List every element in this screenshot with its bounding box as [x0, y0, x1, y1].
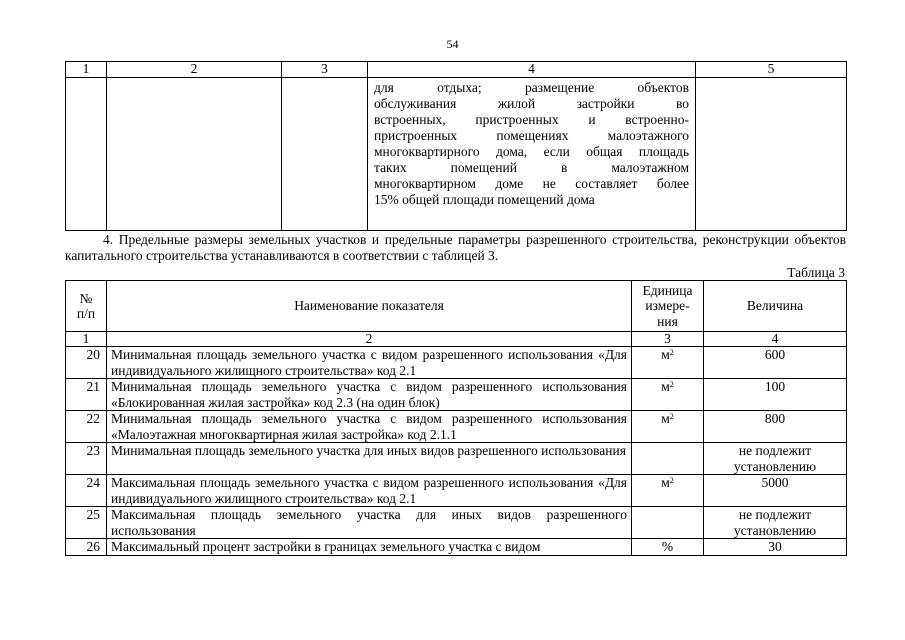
description-line: 15% общей площади помещений дома: [374, 192, 595, 207]
value: не подлежит установлению: [704, 443, 847, 475]
unit: м: [661, 347, 670, 362]
table-cell: [66, 78, 107, 231]
unit-superscript: 2: [669, 380, 674, 389]
column-number: 4: [704, 332, 847, 347]
description-text: [374, 80, 689, 208]
description-line: встроенных, пристроенных и встроенно-: [374, 112, 689, 127]
column-number: 2: [107, 332, 632, 347]
description-line: пристроенных помещениях малоэтажного: [374, 128, 689, 143]
column-number: 5: [696, 62, 847, 78]
unit-cell: [632, 379, 704, 411]
unit-superscript: 2: [669, 348, 674, 357]
column-number: 2: [107, 62, 282, 78]
value: не подлежит установлению: [704, 507, 847, 539]
table-cell: [696, 78, 847, 231]
row-number: 23: [66, 443, 107, 475]
header-num: [66, 281, 107, 332]
indicator-name: Максимальная площадь земельного участка с видом разрешенного использования «Для индивидуального жилищного строительства» код 2.1: [107, 475, 632, 507]
table-cell: [107, 78, 282, 231]
column-number: 3: [282, 62, 368, 78]
table-row: [66, 379, 847, 411]
description-line: обслуживания жилой застройки во: [374, 96, 689, 111]
row-number: 24: [66, 475, 107, 507]
column-numbers-row: [66, 332, 847, 347]
column-number: 1: [66, 332, 107, 347]
table-header-row: [66, 281, 847, 332]
row-number: 20: [66, 347, 107, 379]
unit: м: [661, 411, 670, 426]
unit-cell: [632, 507, 704, 539]
table-row: [66, 411, 847, 443]
header-name: Наименование показателя: [107, 281, 632, 332]
table-cell-description: [368, 78, 696, 231]
unit-cell: [632, 443, 704, 475]
table-row: [66, 443, 847, 475]
value: 800: [704, 411, 847, 443]
table-header-row: [66, 62, 847, 78]
column-number: 4: [368, 62, 696, 78]
indicator-name: Максимальная площадь земельного участка для иных видов разрешенного использования: [107, 507, 632, 539]
unit: м: [661, 475, 670, 490]
row-number: 22: [66, 411, 107, 443]
table-3: [65, 280, 847, 556]
indicator-name: Минимальная площадь земельного участка с видом разрешенного использования «Малоэтажная многоквартирная жилая застройка» код 2.1.1: [107, 411, 632, 443]
description-line: многоквартирном доме не составляет более: [374, 176, 689, 191]
table-row: [66, 78, 847, 231]
continued-table: [65, 61, 847, 231]
column-number: 3: [632, 332, 704, 347]
indicator-name: Максимальный процент застройки в границах земельного участка с видом: [107, 539, 632, 556]
value: 5000: [704, 475, 847, 507]
indicator-name: Минимальная площадь земельного участка с видом разрешенного использования «Для индивидуального жилищного строительства» код 2.1: [107, 347, 632, 379]
row-number: 25: [66, 507, 107, 539]
table-row: [66, 347, 847, 379]
unit-cell: [632, 539, 704, 556]
unit-superscript: 2: [669, 412, 674, 421]
indicator-name: Минимальная площадь земельного участка с видом разрешенного использования «Блокированная жилая застройка» код 2.3 (на один блок): [107, 379, 632, 411]
unit-superscript: 2: [669, 476, 674, 485]
table-row: [66, 475, 847, 507]
table-caption: Таблица 3: [787, 265, 845, 280]
table-row: [66, 539, 847, 556]
header-unit: [632, 281, 704, 332]
unit-cell: [632, 347, 704, 379]
column-number: 1: [66, 62, 107, 78]
value: 30: [704, 539, 847, 556]
header-unit-label: Единица измере- ния: [642, 282, 693, 329]
description-line: многоквартирного дома, если общая площадь: [374, 144, 689, 159]
unit: %: [661, 539, 674, 554]
page-number: 54: [446, 37, 459, 51]
description-line: для отдыха; размещение объектов: [374, 80, 689, 95]
unit: м: [661, 379, 670, 394]
unit-cell: [632, 411, 704, 443]
row-number: 26: [66, 539, 107, 556]
table-cell: [282, 78, 368, 231]
indicator-name: Минимальная площадь земельного участка для иных видов разрешенного использования: [107, 443, 632, 475]
header-value: Величина: [704, 281, 847, 332]
unit-cell: [632, 475, 704, 507]
paragraph-4: 4. Предельные размеры земельных участков и предельные параметры разрешенного строительства, реконструкции объектов капитального строительства устанавливаются в соответствии с таблицей 3.: [65, 232, 846, 263]
row-number: 21: [66, 379, 107, 411]
description-line: таких помещений в малоэтажном: [374, 160, 689, 175]
table-row: [66, 507, 847, 539]
value: 600: [704, 347, 847, 379]
header-num-label: № п/п: [76, 290, 96, 321]
value: 100: [704, 379, 847, 411]
